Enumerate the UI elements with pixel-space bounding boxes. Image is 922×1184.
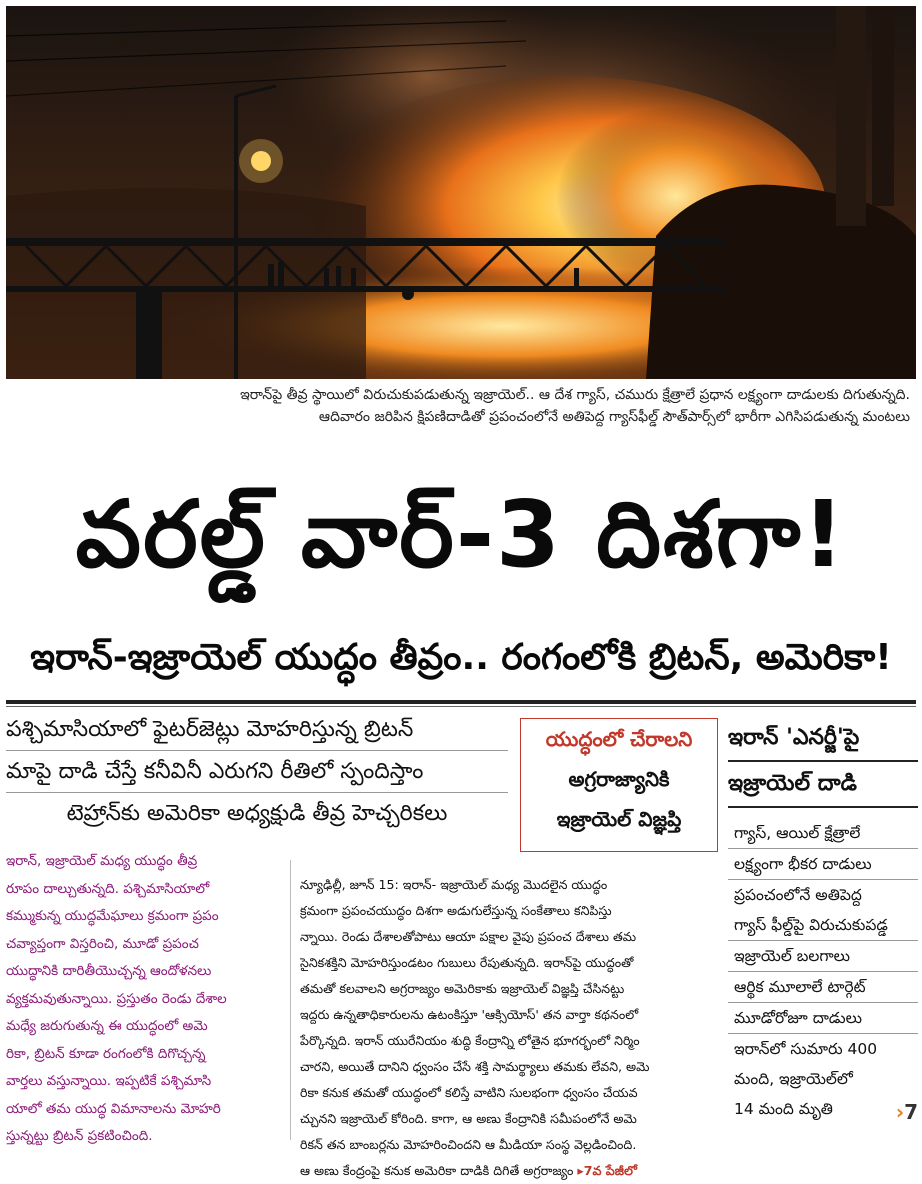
caption-line: ఇరాన్‌పై తీవ్ర స్థాయిలో విరుచుకుపడుతున్న ఇజ్రాయెల్.. ఆ దేశ గ్యాస్, చమురు క్షేత్రాలే ప్రధాన లక్ష్యంగా దాడులకు దిగుతున్నది. <box>240 387 910 403</box>
side-bullets <box>728 818 918 1124</box>
body-line: రికా కనుక తమతో యుద్ధంలో కలిస్తే వాటిని సులభంగా ధ్వంసం చేయవ <box>300 1085 638 1100</box>
side-headline-1: ఇరాన్ 'ఎనర్జీ'పై <box>728 716 918 762</box>
body-line: ఇద్దరు ఉన్నతాధికారులను ఉటంకిస్తూ 'ఆక్సియోస్' తన వార్తా కథనంలో <box>300 1007 639 1022</box>
side-item: మంది, ఇజ్రాయెల్‌లో <box>734 1070 853 1088</box>
body-line: సైనికశక్తిని మోహరిస్తుండటం గుబులు రేపుతున్నది. ఇరాన్‌పై యుద్ధంతో <box>300 955 634 970</box>
appeal-line: అగ్రరాజ్యానికి <box>568 767 670 791</box>
body-line: పేర్కొన్నది. ఇరాన్ యురేనియం శుద్ధి కేంద్రాన్ని లోతైన భూగర్భంలో నిర్మిం <box>300 1033 640 1048</box>
body-line-text: ఆ అణు కేంద్రంపై కనుక అమెరికా దాడికి దిగితే అగ్రరాజ్యం <box>300 1163 574 1178</box>
column-divider <box>290 860 291 1140</box>
body-line: తమతో కలవాలని అగ్రరాజ్యం అమెరికాకు ఇజ్రాయెల్ విజ్ఞప్తి చేసినట్టు <box>300 981 625 996</box>
intro-line: స్తున్నట్టు బ్రిటన్ ప్రకటించింది. <box>6 1128 153 1144</box>
side-continue-link[interactable] <box>896 1100 918 1124</box>
intro-line: వార్తలు వస్తున్నాయి. ఇప్పటికే పశ్చిమాసి <box>6 1073 212 1089</box>
intro-line: రూపం దాల్చుతున్నది. పశ్చిమాసియాలో <box>6 880 210 897</box>
body-line: రికన్ తన బాంబర్లను మోహరించిందని ఆ మీడియా సంస్థ వెల్లడించింది. <box>300 1137 637 1152</box>
kicker-line: పశ్చిమాసియాలో ఫైటర్‌జెట్లు మోహరిస్తున్న బ్రిటన్ <box>6 710 508 751</box>
sub-headline: ఇరాన్-ఇజ్రాయెల్ యుద్ధం తీవ్రం.. రంగంలోకి బ్రిటన్, అమెరికా! <box>30 637 892 678</box>
intro-column <box>6 848 278 1151</box>
side-item: లక్ష్యంగా భీకర దాడులు <box>728 849 918 880</box>
main-headline: వరల్డ్ వార్-3 దిశగా! <box>75 481 847 588</box>
side-item: మూడోరోజూ దాడులు <box>728 1003 918 1034</box>
side-item: ఇరాన్‌లో సుమారు 400 <box>734 1040 878 1058</box>
divider <box>6 700 916 704</box>
body-line: క్రమంగా ప్రపంచయుద్ధం దిశగా అడుగులేస్తున్న సంకేతాలు కనిపిస్తు <box>300 903 612 918</box>
body-line <box>300 1158 714 1184</box>
intro-line: చవ్యాప్తంగా విస్తరించి, మూడో ప్రపంచ <box>6 935 199 952</box>
intro-line: కమ్ముకున్న యుద్ధమేఘాలు క్రమంగా ప్రపం <box>6 908 219 924</box>
side-item: 14 మంది మృతి <box>734 1100 833 1118</box>
continue-page-link[interactable]: ▸7వ పేజీలో <box>577 1163 637 1178</box>
divider <box>6 706 916 707</box>
appeal-line: యుద్ధంలో చేరాలని <box>545 727 693 751</box>
article-body <box>300 872 714 1184</box>
intro-line: వ్యక్తమవుతున్నాయి. ప్రస్తుతం రెండు దేశాల <box>6 990 227 1007</box>
side-item: ఇజ్రాయెల్ బలగాలు <box>728 941 918 972</box>
side-item: గ్యాస్, ఆయిల్ క్షేత్రాలే <box>728 818 918 849</box>
intro-line: మధ్యే జరుగుతున్న ఈ యుద్ధంలో అమె <box>6 1018 208 1034</box>
body-line: న్యూఢిల్లీ, జూన్ 15: ఇరాన్- ఇజ్రాయెల్ మధ్య మొదలైన యుద్ధం <box>300 877 608 892</box>
caption-line: ఆదివారం జరిపిన క్షిపణిదాడితో ప్రపంచంలోనే అతిపెద్ద గ్యాస్‌ఫీల్డ్ సౌత్‌పార్స్‌లో భారీగా ఎగిసిపడుతున్న మంటలు <box>318 409 910 425</box>
intro-line: యాలో తమ యుద్ధ విమానాలను మోహరి <box>6 1100 221 1117</box>
intro-line: రికా, బ్రిటన్ కూడా రంగంలోకి దిగొచ్చన్న <box>6 1045 206 1062</box>
body-line: చ్చునని ఇజ్రాయెల్ కోరింది. కాగా, ఆ అణు కేంద్రానికి సమీపంలోనే అమె <box>300 1111 637 1126</box>
body-line: న్నాయి. రెండు దేశాలతోపాటు ఆయా పక్షాల వైపు ప్రపంచ దేశాలు తమ <box>300 929 637 944</box>
appeal-line: ఇజ్రాయెల్ విజ్ఞప్తి <box>556 807 682 831</box>
photo-caption <box>40 384 910 428</box>
appeal-box <box>520 718 718 852</box>
side-story <box>728 716 918 1124</box>
intro-line: ఇరాన్, ఇజ్రాయెల్ మధ్య యుద్ధం తీవ్ర <box>6 853 198 869</box>
side-item: గ్యాస్ ఫీల్డ్‌పై విరుచుకుపడ్డ <box>728 910 918 941</box>
continue-page-label: 7వ పేజీలో <box>583 1163 637 1178</box>
intro-line: యుద్ధానికి దారితీయొచ్చన్న ఆందోళనలు <box>6 963 212 979</box>
news-photo <box>6 6 916 379</box>
side-headline-2: ఇజ్రాయెల్ దాడి <box>728 762 918 808</box>
fire-explosion-photo-icon <box>6 6 916 379</box>
kicker-line: మాపై దాడి చేస్తే కనీవినీ ఎరుగని రీతిలో స్పందిస్తాం <box>6 752 508 793</box>
side-continue-page: 7 <box>904 1100 918 1124</box>
body-line: చారని, అయితే దానిని ధ్వంసం చేసే శక్తి సామర్థ్యాలు తమకు లేవని, అమె <box>300 1059 650 1074</box>
side-item: ఆర్థిక మూలాలే టార్గెట్ <box>728 972 918 1003</box>
chevron-right-icon: › <box>895 1100 905 1124</box>
side-item: ప్రపంచంలోనే అతిపెద్ద <box>734 886 862 904</box>
kicker-line: టెహ్రాన్‌కు అమెరికా అధ్యక్షుడి తీవ్ర హెచ్చరికలు <box>66 801 448 826</box>
